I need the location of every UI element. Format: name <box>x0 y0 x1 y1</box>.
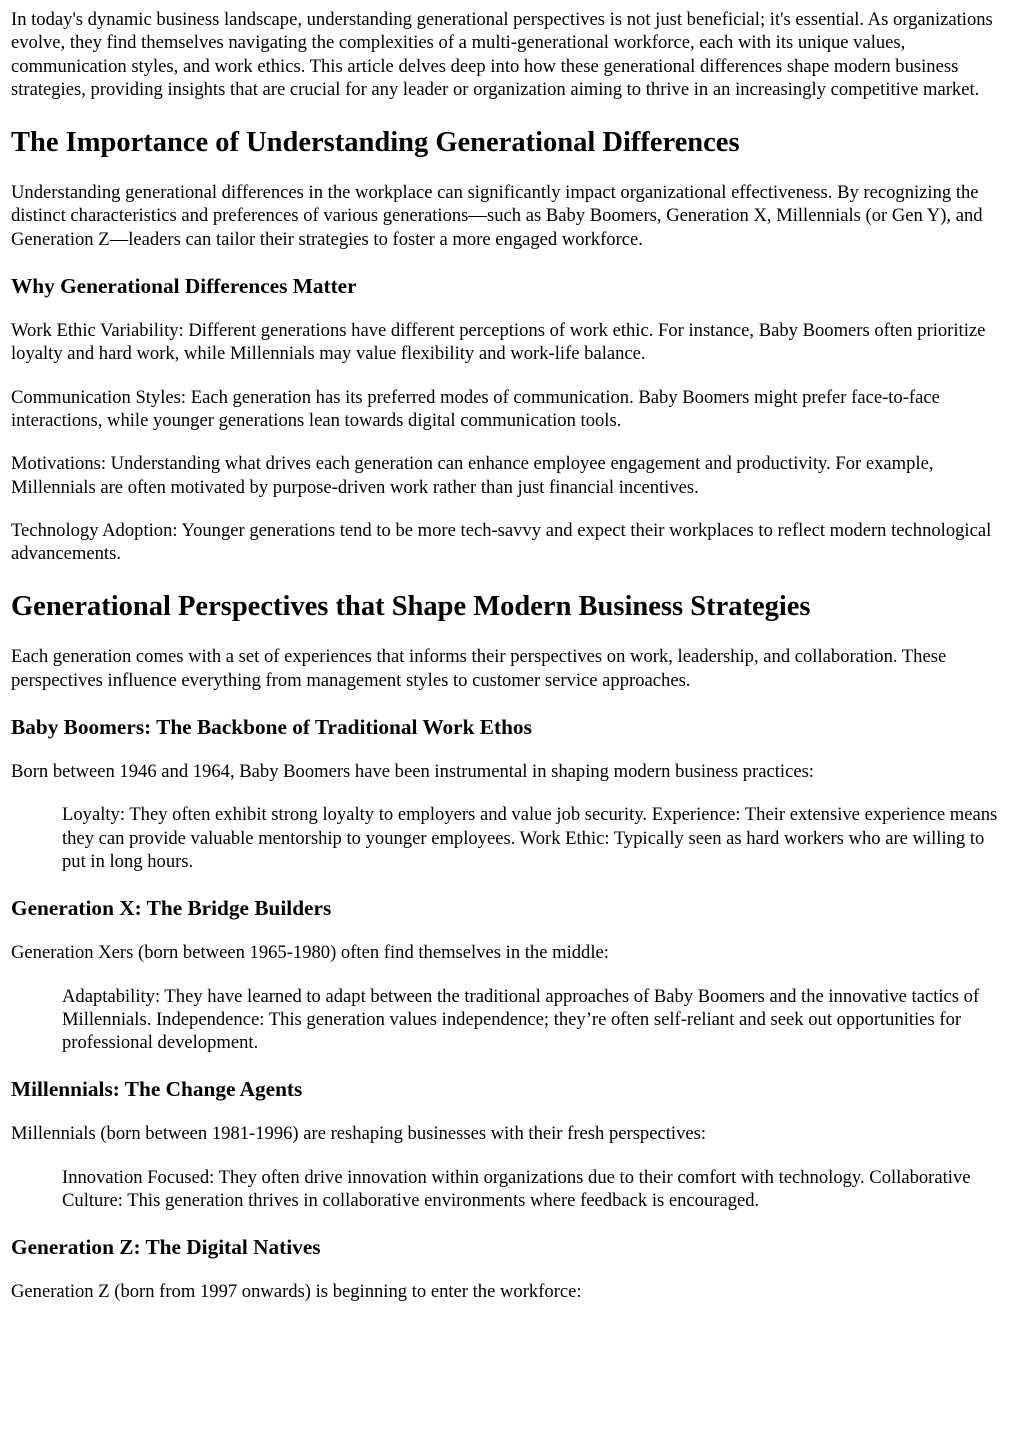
point-technology: Technology Adoption: Younger generations tend to be more tech-savvy and expect their workplaces to reflect modern technological advancements. <box>11 519 992 565</box>
subheading-why-matter: Why Generational Differences Matter <box>11 274 357 299</box>
generation-x-intro: Generation Xers (born between 1965-1980) often find themselves in the middle: <box>11 942 609 964</box>
point-motivations: Motivations: Understanding what drives each generation can enhance employee engagement and productivity. For example, Millennials are often motivated by purpose-driven work rather than just financial incentives. <box>11 453 934 498</box>
generation-z-intro: Generation Z (born from 1997 onwards) is beginning to enter the workforce: <box>11 1281 582 1303</box>
section-heading-perspectives: Generational Perspectives that Shape Modern Business Strategies <box>11 591 811 623</box>
point-communication: Communication Styles: Each generation has its preferred modes of communication. Baby Boomers might prefer face-to-face interactions, while younger generations lean towards digital communication tools. <box>11 386 940 431</box>
baby-boomers-quote: Loyalty: They often exhibit strong loyalty to employers and value job security. Experience: Their extensive experience means they can provide valuable mentorship to younger employees. Work Ethic: Typically seen as hard workers who are willing to put in long hours. <box>62 804 998 872</box>
intro-paragraph: In today's dynamic business landscape, understanding generational perspectives is not just beneficial; it's essential. As organizations evolve, they find themselves navigating the complexities of a multi-generational workforce, each with its unique values, communication styles, and work ethics. This article delves deep into how these generational differences shape modern business strategies, providing insights that are crucial for any leader or organization aiming to thrive in an increasingly competitive market. <box>11 9 993 100</box>
millennials-quote: Innovation Focused: They often drive innovation within organizations due to their comfort with technology. Collaborative Culture: This generation thrives in collaborative environments where feedback is encouraged. <box>62 1166 971 1212</box>
generation-x-quote: Adaptability: They have learned to adapt between the traditional approaches of Baby Boomers and the innovative tactics of Millennials. Independence: This generation values independence; they’re often self-reliant and seek out opportunities for professional development. <box>62 985 980 1054</box>
subheading-generation-x: Generation X: The Bridge Builders <box>11 896 332 921</box>
perspectives-paragraph: Each generation comes with a set of experiences that informs their perspectives on work, leadership, and collaboration. These perspectives influence everything from management styles to customer service approaches. <box>11 646 947 691</box>
importance-paragraph: Understanding generational differences in the workplace can significantly impact organizational effectiveness. By recognizing the distinct characteristics and preferences of various generations—such as Baby Boomers, Generation X, Millennials (or Gen Y), and Generation Z—leaders can tailor their strategies to foster a more engaged workforce. <box>11 182 983 250</box>
millennials-intro: Millennials (born between 1981-1996) are reshaping businesses with their fresh perspectives: <box>11 1123 707 1145</box>
point-work-ethic: Work Ethic Variability: Different generations have different perceptions of work ethic. For instance, Baby Boomers often prioritize loyalty and hard work, while Millennials may value flexibility and work-life balance. <box>11 320 986 365</box>
baby-boomers-intro: Born between 1946 and 1964, Baby Boomers have been instrumental in shaping modern business practices: <box>11 761 814 783</box>
subheading-generation-z: Generation Z: The Digital Natives <box>11 1235 321 1260</box>
subheading-baby-boomers: Baby Boomers: The Backbone of Traditional Work Ethos <box>11 715 532 740</box>
section-heading-importance: The Importance of Understanding Generational Differences <box>11 127 740 159</box>
subheading-millennials: Millennials: The Change Agents <box>11 1077 303 1102</box>
